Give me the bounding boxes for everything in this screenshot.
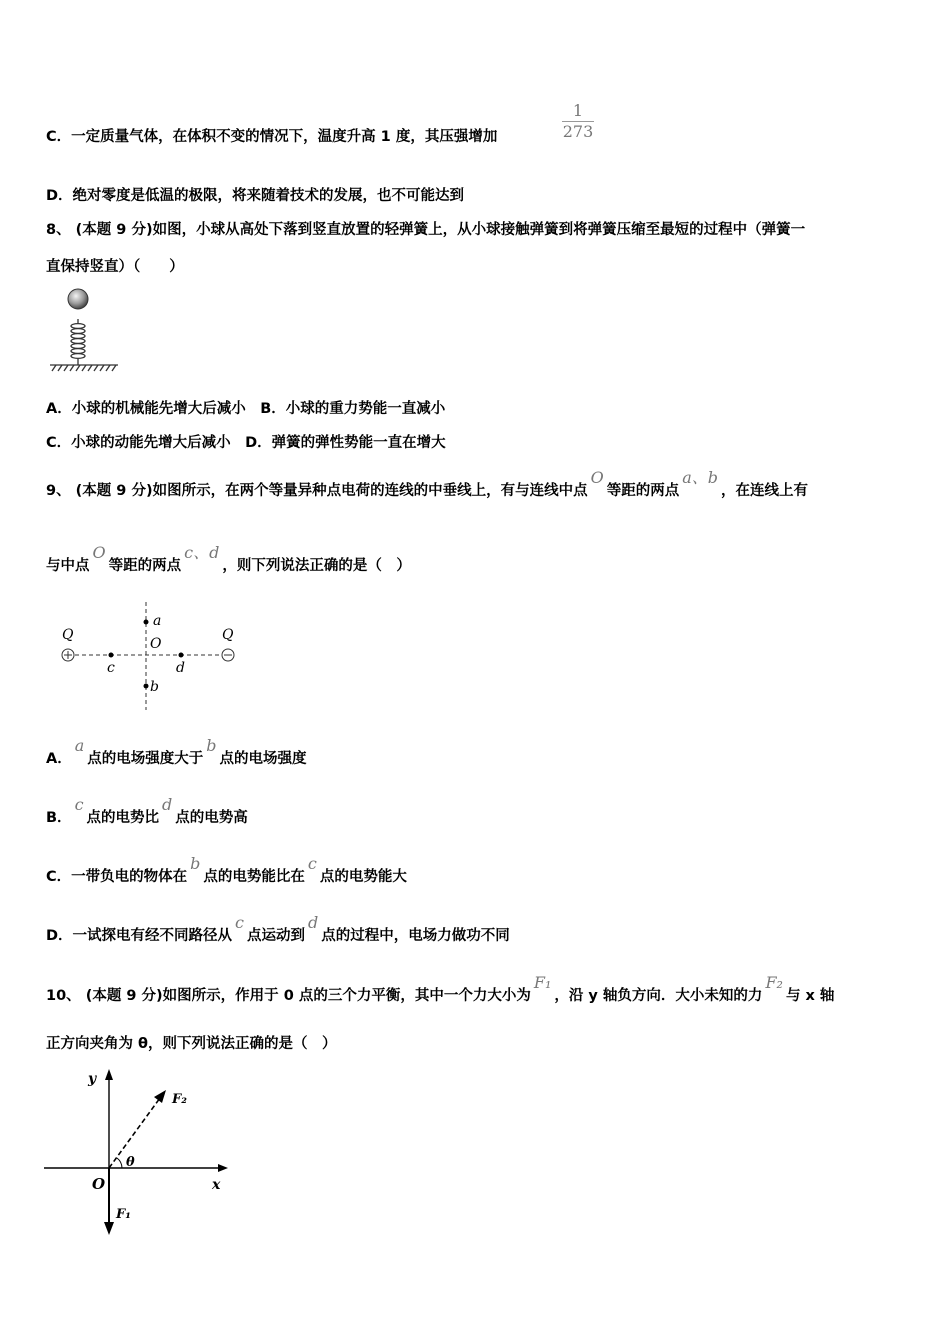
q9-stem-text: ，在连线上有 [721, 483, 808, 499]
q10-stem-text: ，沿 y 轴负方向．大小未知的力 [554, 988, 763, 1004]
option-text: 点的电势比 [86, 810, 160, 826]
fraction-denominator: 273 [562, 122, 594, 141]
ball-icon [68, 289, 88, 309]
q10-stem-line2: 正方向夹角为 θ，则下列说法正确的是（ ） [46, 1036, 337, 1052]
q9-stem-text: 9、 (本题 9 分)如图所示，在两个等量异种点电荷的连线的中垂线上，有与连线中点 [46, 483, 588, 499]
q9-stem-text: 等距的两点 [108, 558, 182, 574]
point-b [144, 684, 149, 689]
spring-icon [71, 319, 85, 365]
fraction-numerator: 1 [572, 101, 584, 120]
q7-fraction [562, 101, 594, 142]
label-O: O [92, 1175, 106, 1193]
label-x: x [212, 1177, 221, 1193]
var-F2: F₂ [765, 973, 783, 992]
var-O: O [590, 468, 604, 487]
q7-option-c-text: C．一定质量气体，在体积不变的情况下，温度升高 1 度，其压强增加 [46, 129, 498, 145]
option-text: 点的电势能大 [319, 869, 407, 885]
var-ab: a、b [682, 468, 718, 487]
label-theta: θ [126, 1155, 135, 1170]
var: c [235, 913, 245, 932]
var: c [307, 854, 317, 873]
option-text: D．一试探电有经不同路径从 [46, 928, 233, 944]
option-text: 点的电势高 [175, 810, 248, 826]
x-axis-arrow-icon [218, 1164, 228, 1172]
q9-stem-text: 等距的两点 [606, 483, 680, 499]
q10-stem-text: 10、 (本题 9 分)如图所示，作用于 0 点的三个力平衡，其中一个力大小为 [46, 988, 531, 1004]
var-F1: F₁ [533, 973, 552, 992]
var-cd: c、d [184, 543, 220, 562]
var: b [190, 854, 201, 873]
var: d [162, 795, 173, 814]
q8-options-cd: C．小球的动能先增大后减小 D．弹簧的弹性势能一直在增大 [46, 435, 446, 451]
var: a [74, 736, 85, 755]
option-text: 点的过程中，电场力做功不同 [321, 928, 510, 944]
q9-stem-line2 [46, 543, 411, 576]
label-O: O [150, 636, 162, 652]
label-y: y [88, 1071, 97, 1087]
q7-option-c [46, 127, 497, 147]
y-axis-arrow-icon [105, 1069, 113, 1080]
option-text: 点的电场强度大于 [87, 751, 204, 767]
point-d [179, 653, 184, 658]
option-prefix: A． [46, 751, 72, 767]
label-Q-right: Q [222, 627, 234, 643]
label-a: a [153, 613, 162, 629]
var: c [74, 795, 84, 814]
ground-icon [50, 365, 118, 371]
q8-spring-figure [46, 286, 122, 376]
var: b [206, 736, 217, 755]
q10-force-figure [44, 1065, 244, 1243]
q10-stem-text: 与 x 轴 [785, 988, 835, 1004]
q10-stem-line1 [46, 973, 835, 1006]
option-text: 点的电场强度 [219, 751, 307, 767]
option-prefix: B． [46, 810, 72, 826]
var-O: O [92, 543, 106, 562]
label-d: d [176, 660, 185, 676]
q7-option-d: D．绝对零度是低温的极限，将来随着技术的发展，也不可能达到 [46, 188, 465, 204]
q9-stem-text: 与中点 [46, 558, 90, 574]
angle-arc [117, 1158, 122, 1168]
label-F2: F₂ [172, 1092, 187, 1107]
point-a [144, 620, 149, 625]
point-c [109, 653, 114, 658]
q9-charges-figure [55, 600, 250, 712]
q8-stem-line2: 直保持竖直）（ ） [46, 259, 184, 275]
q9-option-c [46, 854, 407, 887]
option-text: C．一带负电的物体在 [46, 869, 188, 885]
force-f2-arrow-icon [154, 1090, 166, 1103]
q9-stem-text: ，则下列说法正确的是（ ） [222, 558, 411, 574]
var: d [308, 913, 319, 932]
option-text: 点运动到 [247, 928, 306, 944]
q9-option-b [46, 795, 248, 828]
q8-options-ab: A．小球的机械能先增大后减小 B．小球的重力势能一直减小 [46, 401, 446, 417]
label-c: c [107, 660, 115, 676]
label-Q-left: Q [62, 627, 74, 643]
option-text: 点的电势能比在 [203, 869, 305, 885]
force-f1-arrow-icon [104, 1222, 114, 1235]
label-b: b [150, 679, 159, 695]
label-F1: F₁ [116, 1207, 131, 1222]
q9-stem-line1 [46, 468, 808, 501]
q9-option-a [46, 736, 307, 769]
q9-option-d [46, 913, 510, 946]
q8-stem-line1: 8、 (本题 9 分)如图，小球从高处下落到竖直放置的轻弹簧上，从小球接触弹簧到将弹簧压缩至最短的过程中（弹簧一 [46, 222, 806, 238]
